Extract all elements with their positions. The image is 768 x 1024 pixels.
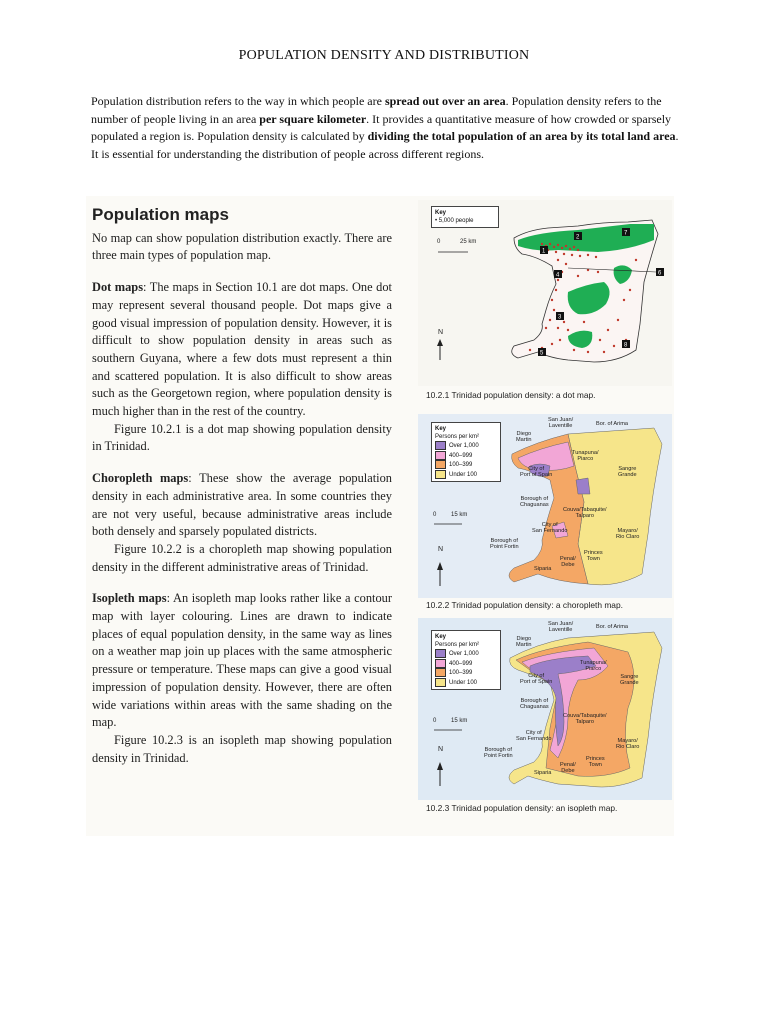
- marker-label: 3: [558, 314, 562, 321]
- intro-bold: per square kilometer: [259, 111, 367, 126]
- swatch-100-399: [435, 460, 446, 469]
- label-san-juan: San Juan/ Laventille: [548, 621, 574, 634]
- key-row: [435, 441, 497, 451]
- swatch-over1000: [435, 649, 446, 658]
- intro-text: . It is essential for understanding the distribution of people across different regions.: [91, 129, 679, 161]
- key-row: [435, 678, 497, 688]
- key-row-label: 400–999: [449, 660, 473, 667]
- label-tunapuna: Tunapuna/ Piarco: [572, 450, 599, 463]
- marker-label: 1: [542, 248, 546, 255]
- swatch-400-999: [435, 659, 446, 668]
- label-san-fernando: City of San Fernando: [532, 522, 568, 535]
- figure-caption: 10.2.1 Trinidad population density: a dot map.: [426, 390, 596, 400]
- north-label: N: [438, 546, 444, 553]
- label-san-juan: San Juan/ Laventille: [548, 417, 574, 430]
- page-title: POPULATION DENSITY AND DISTRIBUTION: [238, 48, 530, 63]
- swatch-400-999: [435, 451, 446, 460]
- intro-text: Population distribution refers to the way in which people are: [91, 94, 385, 108]
- swatch-under100: [435, 470, 446, 479]
- label-arima: Bor. of Arima: [596, 624, 629, 630]
- region-over1000-chaguanas: [576, 478, 590, 494]
- label-port-of-spain: City of Port of Spain: [520, 466, 553, 479]
- marker-label: 8: [624, 342, 628, 349]
- isopleth-text: : An isopleth map looks rather like a contour map with layer colouring. Lines are drawn to indicate places of equal population density, in the same way as lines on a weather map join up places with the same atmospheric pressure or temperature. These maps can give a good visual impression of population density. However, there are often wide variations within areas with the same shading on the map.: [92, 591, 392, 730]
- isopleth-term: Isopleth maps: [92, 591, 167, 606]
- isopleth-key: [431, 630, 501, 690]
- key-row-label: 100–399: [449, 462, 473, 469]
- north-label: N: [438, 329, 444, 336]
- label-arima: Bor. of Arima: [596, 421, 629, 427]
- intro-paragraph: [91, 93, 681, 163]
- dot-maps-term: Dot maps: [92, 280, 144, 295]
- swatch-100-399: [435, 668, 446, 677]
- key-row: [435, 470, 497, 480]
- dot-maps-para: [92, 279, 392, 421]
- key-unit: Persons per km²: [435, 434, 480, 440]
- label-chaguanas: Borough of Chaguanas: [520, 496, 549, 509]
- marker-label: 2: [576, 234, 580, 241]
- key-item: • 5,000 people: [435, 218, 474, 224]
- north-label: N: [438, 746, 444, 753]
- intro-text: . It provides a quantitative measure of how crowded or sparsely populated a region is. Population density is calculated by: [91, 111, 672, 143]
- key-row: [435, 649, 497, 659]
- intro-para: No map can show population distribution exactly. There are three main types of population map.: [92, 230, 392, 263]
- intro-bold: dividing the total population of an area by its total land area: [367, 129, 676, 143]
- choropleth-key: [431, 422, 501, 482]
- marker-label: 7: [624, 230, 628, 237]
- choropleth-para: [92, 470, 392, 541]
- textbook-column: [92, 206, 392, 781]
- marker-label: 5: [540, 350, 544, 357]
- label-siparia: Siparia: [534, 770, 552, 776]
- key-row: [435, 668, 497, 678]
- key-row-label: Under 100: [449, 679, 478, 686]
- label-port-of-spain: City of Port of Spain: [520, 673, 553, 686]
- figure-caption: 10.2.2 Trinidad population density: a choropleth map.: [426, 600, 623, 610]
- dot-map-key: [431, 206, 499, 228]
- key-row: [435, 659, 497, 669]
- scale-end: 15 km: [451, 718, 468, 724]
- label-point-fortin: Borough of Point Fortin: [484, 747, 513, 760]
- choropleth-text: : These show the average population density in each administrative area. In some countries they are not very useful, because administrative areas include both densely and sparsely populated districts.: [92, 471, 392, 539]
- isopleth-para: [92, 590, 392, 732]
- label-mayaro: Mayaro/ Rio Claro: [616, 738, 640, 751]
- choropleth-fig-ref: Figure 10.2.2 is a choropleth map showing population density in the different administrative areas of Trinidad.: [92, 541, 392, 574]
- key-row-label: Under 100: [449, 471, 478, 478]
- key-title: Key: [435, 210, 447, 216]
- key-row-label: 400–999: [449, 452, 473, 459]
- label-point-fortin: Borough of Point Fortin: [490, 538, 519, 551]
- label-penal: Penal/ Debe: [560, 762, 576, 775]
- scale-end: 15 km: [451, 512, 468, 518]
- swatch-under100: [435, 678, 446, 687]
- intro-bold: spread out over an area: [384, 94, 506, 108]
- label-sangre-grande: Sangre Grande: [618, 466, 637, 479]
- scale-end: 25 km: [460, 239, 477, 245]
- key-row-label: Over 1,000: [449, 651, 479, 658]
- key-row: [435, 460, 497, 470]
- label-diego-martin: Diego Martin: [516, 636, 532, 649]
- label-couva: Couva/Tabaquite/ Talparo: [563, 507, 607, 520]
- label-princes-town: Princes Town: [584, 550, 603, 563]
- swatch-over1000: [435, 441, 446, 450]
- choropleth-term: Choropleth maps: [92, 471, 189, 486]
- dot-maps-text: : The maps in Section 10.1 are dot maps. One dot may represent several thousand people. Dot maps give a good visual impression of population density. However, it is difficult to show population density in areas such as southern Guyana, where a few dots must represent a thin and scattered population. It is also difficult to show areas such as the Georgetown region, where population density is much higher than in the rest of the country.: [92, 280, 392, 419]
- label-mayaro: Mayaro/ Rio Claro: [616, 528, 640, 541]
- dot-fig-ref: Figure 10.2.1 is a dot map showing population density in Trinidad.: [92, 421, 392, 454]
- label-princes-town: Princes Town: [586, 756, 605, 769]
- key-title: Key: [435, 634, 447, 640]
- marker-label: 4: [556, 272, 560, 279]
- label-siparia: Siparia: [534, 566, 552, 572]
- intro-text: . Population density refers to the number of people living in an area: [91, 94, 662, 126]
- label-sangre-grande: Sangre Grande: [620, 674, 639, 687]
- key-title: Key: [435, 426, 447, 432]
- isopleth-fig-ref: Figure 10.2.3 is an isopleth map showing population density in Trinidad.: [92, 732, 392, 765]
- label-couva: Couva/Tabaquite/ Talparo: [563, 713, 607, 726]
- label-san-fernando: City of San Fernando: [516, 730, 552, 743]
- label-tunapuna: Tunapuna/ Piarco: [580, 660, 607, 673]
- label-diego-martin: Diego Martin: [516, 431, 532, 444]
- label-penal: Penal/ Debe: [560, 556, 576, 569]
- key-row-label: 100–399: [449, 670, 473, 677]
- key-row: [435, 451, 497, 461]
- scale-zero: 0: [433, 718, 437, 724]
- scale-zero: 0: [437, 239, 441, 245]
- marker-label: 6: [658, 270, 662, 277]
- key-unit: Persons per km²: [435, 642, 480, 648]
- figure-caption: 10.2.3 Trinidad population density: an isopleth map.: [426, 803, 618, 813]
- key-row-label: Over 1,000: [449, 443, 479, 450]
- label-chaguanas: Borough of Chaguanas: [520, 698, 549, 711]
- section-heading: Population maps: [92, 205, 229, 224]
- scale-zero: 0: [433, 512, 437, 518]
